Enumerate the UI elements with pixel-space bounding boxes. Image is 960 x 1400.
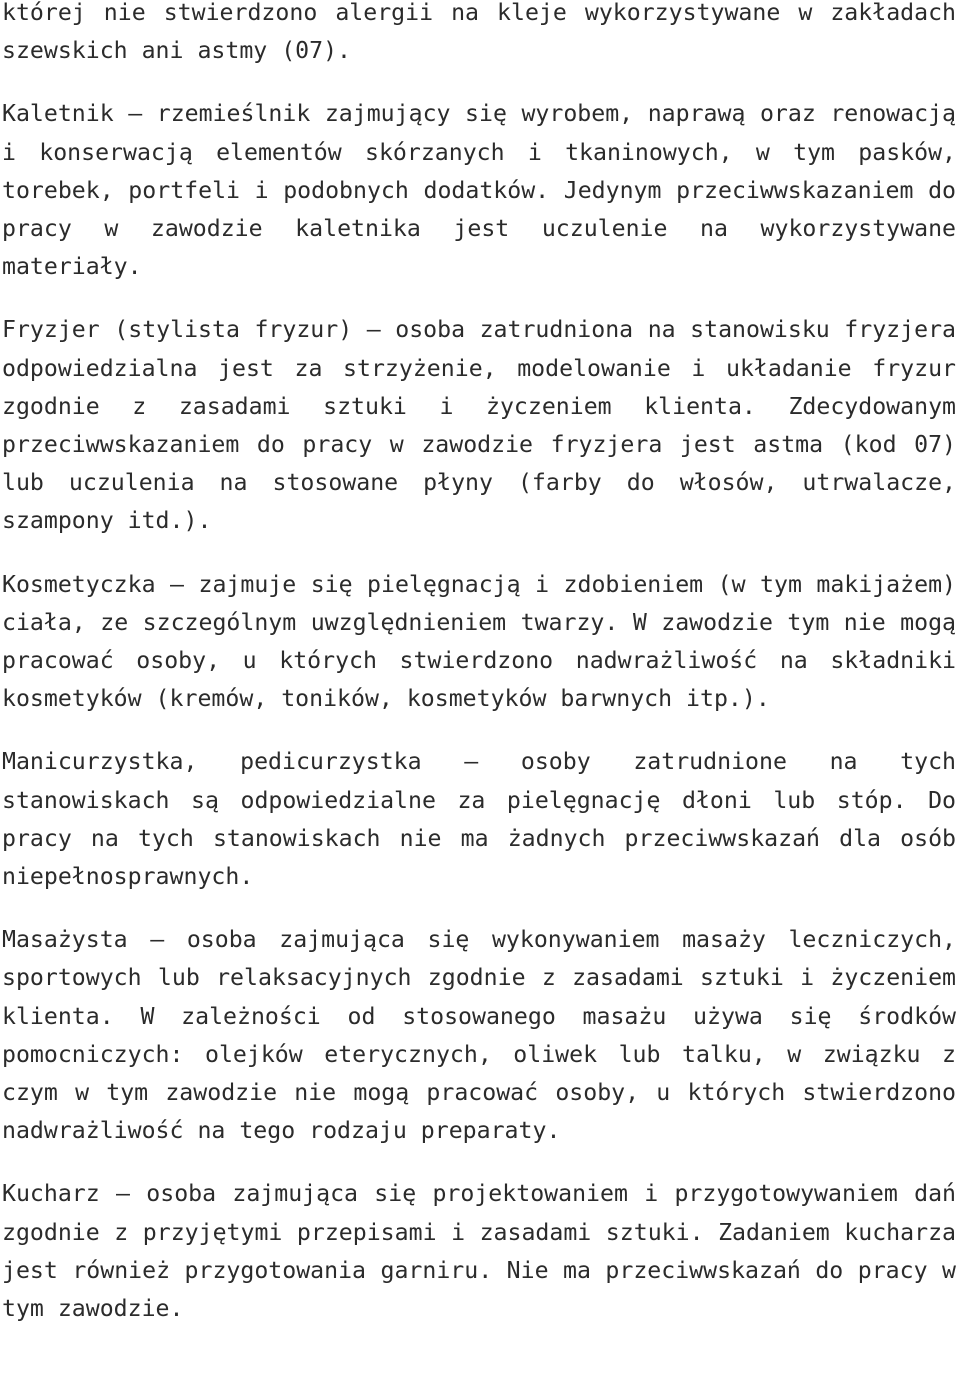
paragraph-fryzjer: Fryzjer (stylista fryzur) – osoba zatrudniona na stanowisku fryzjera odpowiedzialna jest za strzyżenie, modelowanie i układanie fryzur zgodnie z zasadami sztuki i życzeniem klienta. Zdecydowanym przeciwwskazaniem do pracy w zawodzie fryzjera jest astma (kod 07) lub uczulenia na stosowane płyny (farby do włosów, utrwalacze, szampony itd.). — [2, 316, 956, 535]
paragraph-manicurzystka: Manicurzystka, pedicurzystka – osoby zatrudnione na tych stanowiskach są odpowiedzialne za pielęgnację dłoni lub stóp. Do pracy na tych stanowiskach nie ma żadnych przeciwwskazań dla osób niepełnosprawnych. — [2, 748, 956, 891]
paragraph-kosmetyczka: Kosmetyczka – zajmuje się pielęgnacją i zdobieniem (w tym makijażem) ciała, ze szczególnym uwzględnieniem twarzy. W zawodzie tym nie mogą pracować osoby, u których stwierdzono nadwrażliwość na składniki kosmetyków (kremów, toników, kosmetyków barwnych itp.). — [2, 570, 956, 713]
paragraph-kucharz: Kucharz – osoba zajmująca się projektowaniem i przygotowywaniem dań zgodnie z przyjętymi przepisami i zasadami sztuki. Zadaniem kucharza jest również przygotowania garniru. Nie ma przeciwwskazań do pracy w tym zawodzie. — [2, 1180, 956, 1323]
paragraph-masazysta: Masażysta – osoba zajmująca się wykonywaniem masaży leczniczych, sportowych lub relaksacyjnych zgodnie z zasadami sztuki i życzeniem klienta. W zależności od stosowanego masażu używa się środków pomocniczych: olejków eterycznych, oliwek lub talku, w związku z czym w tym zawodzie nie mogą pracować osoby, u których stwierdzono nadwrażliwość na tego rodzaju preparaty. — [2, 926, 956, 1145]
paragraph-shoemaker-continuation: której nie stwierdzono alergii na kleje wykorzystywane w zakładach szewskich ani astmy (07). — [2, 0, 956, 65]
paragraph-kaletnik: Kaletnik – rzemieślnik zajmujący się wyrobem, naprawą oraz renowacją i konserwacją elementów skórzanych i tkaninowych, w tym pasków, torebek, portfeli i podobnych dodatków. Jedynym przeciwwskazaniem do pracy w zawodzie kaletnika jest uczulenie na wykorzystywane materiały. — [2, 100, 956, 281]
